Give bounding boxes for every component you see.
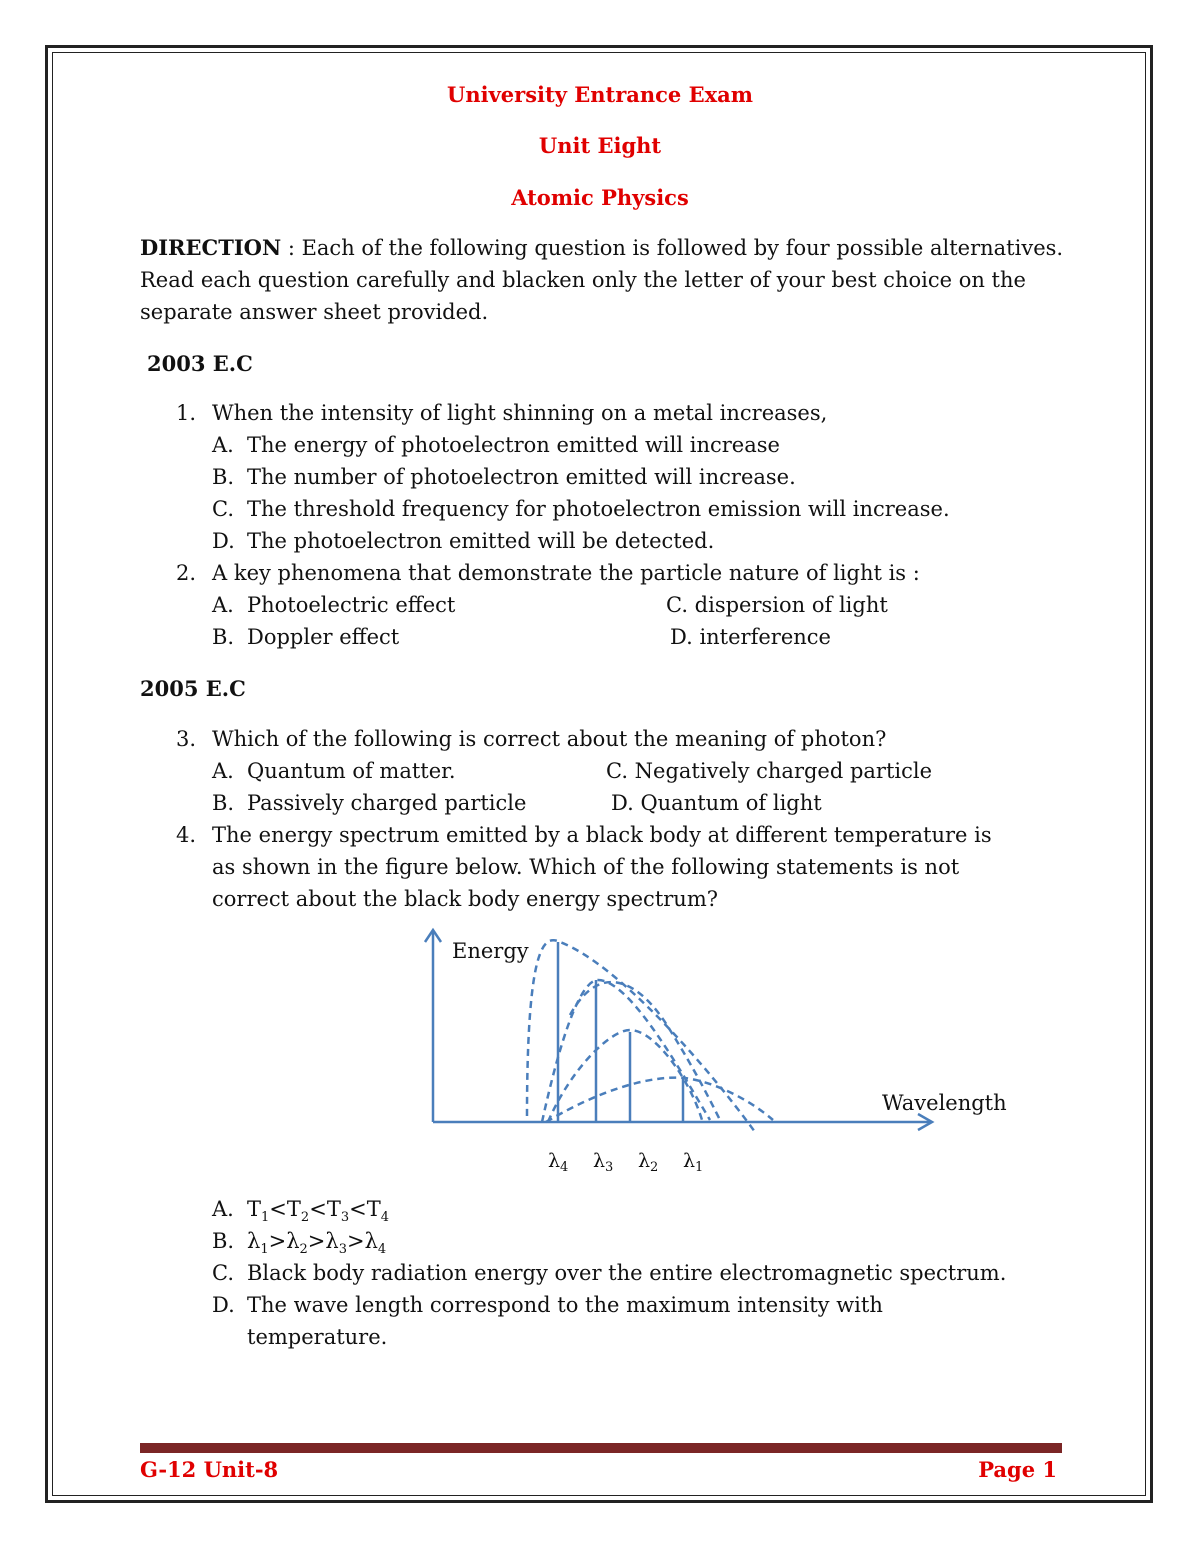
- tick-lambda2-sub: 2: [650, 1160, 659, 1175]
- section-2003: 2003 E.C: [147, 351, 253, 376]
- q1-option-c: The threshold frequency for photoelectron emission will increase.: [247, 497, 950, 521]
- q4-label-c: C.: [212, 1261, 234, 1285]
- q1-label-b: B.: [212, 465, 235, 489]
- tick-lambda1-sub: 1: [695, 1160, 704, 1175]
- q2-option-d: D. interference: [670, 625, 831, 649]
- q4-label-a: A.: [212, 1197, 234, 1221]
- unit-title: Unit Eight: [538, 133, 662, 158]
- q1-option-b: The number of photoelectron emitted will increase.: [247, 465, 796, 489]
- footer-unit: G-12 Unit-8: [140, 1457, 279, 1482]
- q2-question: A key phenomena that demonstrate the particle nature of light is :: [212, 561, 920, 585]
- exam-title: University Entrance Exam: [447, 82, 753, 107]
- direction-paragraph: [140, 232, 1070, 328]
- q2-option-c: C. dispersion of light: [666, 593, 888, 617]
- q2-label-b: B.: [212, 625, 235, 649]
- q3-option-a: Quantum of matter.: [247, 759, 456, 783]
- q4-label-b: B.: [212, 1229, 235, 1253]
- curve-t1: [546, 1078, 773, 1122]
- tick-lambda1: $\lambda_1$: [683, 1150, 704, 1175]
- q4-option-d-line1: The wave length correspond to the maximum intensity with: [247, 1293, 883, 1317]
- q3-option-b: Passively charged particle: [247, 791, 527, 815]
- q3-label-a: A.: [212, 759, 234, 783]
- q1-label-a: A.: [212, 433, 234, 457]
- q3-number: 3.: [176, 727, 197, 751]
- blackbody-spectrum-figure: [410, 920, 1050, 1180]
- q3-option-c: C. Negatively charged particle: [606, 759, 933, 783]
- q4-question-line1: The energy spectrum emitted by a black body at different temperature is: [212, 823, 992, 847]
- footer-divider: [140, 1443, 1062, 1453]
- curve-t4: [527, 940, 755, 1132]
- q2-label-a: A.: [212, 593, 234, 617]
- footer-page-number: Page 1: [978, 1457, 1057, 1482]
- tick-lambda3: $\lambda_3$: [593, 1150, 614, 1175]
- q4-option-b: $\lambda_1>\lambda_2>\lambda_3>\lambda_4$: [247, 1229, 387, 1258]
- q1-option-a: The energy of photoelectron emitted will increase: [247, 433, 780, 457]
- q2-number: 2.: [176, 561, 197, 585]
- subject-title: Atomic Physics: [511, 185, 689, 210]
- q4-label-d: D.: [212, 1293, 235, 1317]
- energy-axis-label: Energy: [452, 939, 529, 963]
- q4-question-line3: correct about the black body energy spectrum?: [212, 887, 718, 911]
- q4-question-line2: as shown in the figure below. Which of the following statements is not: [212, 855, 960, 879]
- direction-text: : Each of the following question is followed by four possible alternatives. Read each question carefully and blacken only the letter of your best choice on the separate answer sheet provided.: [140, 236, 1064, 324]
- direction-label: DIRECTION: [140, 235, 282, 260]
- q1-option-d: The photoelectron emitted will be detected.: [247, 529, 715, 553]
- q4-number: 4.: [176, 823, 197, 847]
- q3-question: Which of the following is correct about the meaning of photon?: [212, 727, 887, 751]
- q1-question: When the intensity of light shinning on a metal increases,: [212, 401, 828, 425]
- wavelength-axis-label: Wavelength: [882, 1091, 1007, 1115]
- q4-option-d-line2: temperature.: [247, 1325, 388, 1349]
- tick-lambda4: $\lambda_4$: [548, 1150, 569, 1175]
- q4-option-a: $T_1<T_2<T_3<T_4$: [247, 1197, 390, 1226]
- q4-option-c: Black body radiation energy over the entire electromagnetic spectrum.: [247, 1261, 1007, 1285]
- q2-option-b: Doppler effect: [247, 625, 400, 649]
- tick-lambda3-sub: 3: [605, 1160, 614, 1175]
- tick-lambda4-sub: 4: [560, 1160, 569, 1175]
- tick-lambda2: $\lambda_2$: [638, 1150, 659, 1175]
- q2-option-a: Photoelectric effect: [247, 593, 456, 617]
- section-2005: 2005 E.C: [140, 676, 246, 701]
- q1-label-c: C.: [212, 497, 234, 521]
- q3-label-b: B.: [212, 791, 235, 815]
- q3-option-d: D. Quantum of light: [611, 791, 822, 815]
- q1-number: 1.: [176, 401, 197, 425]
- curve-t3: [542, 980, 710, 1122]
- q1-label-d: D.: [212, 529, 235, 553]
